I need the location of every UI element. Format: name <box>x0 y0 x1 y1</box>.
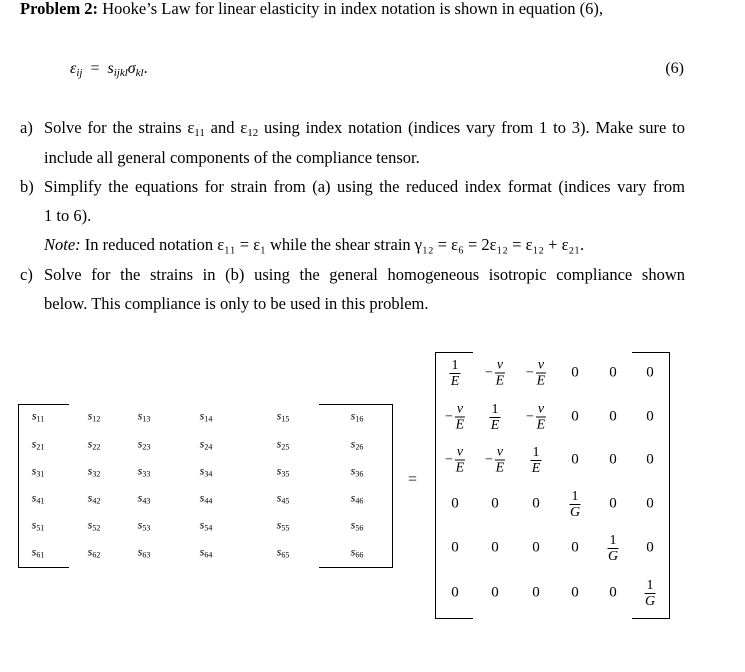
matrix-cell: $s_{53}$ <box>137 517 151 533</box>
compliance-zero: 0 <box>609 364 617 381</box>
matrix-cell: $s_{64}$ <box>199 544 213 560</box>
compliance-one-over-g: $\frac{1}{G}$ <box>569 489 581 520</box>
matrix-cell: $s_{36}$ <box>350 463 364 479</box>
matrix-cell: $s_{33}$ <box>137 463 151 479</box>
compliance-left-bracket <box>435 352 473 619</box>
compliance-one-over-e: $\frac{1}{E}$ <box>490 402 500 433</box>
item-b-line1: Simplify the equations for strain from (a) using the reduced index format (indices vary from <box>44 177 685 196</box>
matrix-cell: $s_{65}$ <box>276 544 290 560</box>
note-label: Note: <box>44 235 81 254</box>
matrix-cell: $s_{44}$ <box>199 490 213 506</box>
compliance-zero: 0 <box>646 539 654 556</box>
matrix-cell: $s_{62}$ <box>87 544 101 560</box>
matrix-cell: $s_{22}$ <box>87 436 101 452</box>
item-b-line2: 1 to 6). <box>44 206 92 225</box>
s-matrix <box>18 404 393 568</box>
compliance-zero: 0 <box>571 539 579 556</box>
compliance-one-over-g: $\frac{1}{G}$ <box>644 578 656 609</box>
matrix-cell: $s_{42}$ <box>87 490 101 506</box>
matrix-cell: $s_{56}$ <box>350 517 364 533</box>
compliance-zero: 0 <box>646 451 654 468</box>
matrix-cell: $s_{41}$ <box>31 490 45 506</box>
matrix-cell: $s_{13}$ <box>137 408 151 424</box>
compliance-zero: 0 <box>491 584 499 601</box>
s-matrix-right-bracket <box>319 404 393 568</box>
matrix-cell: $s_{43}$ <box>137 490 151 506</box>
equation-6: $\varepsilon_{ij} = s_{ijkl}\sigma_{kl}$. <box>70 60 148 79</box>
equation-number: (6) <box>665 60 684 77</box>
item-a-label: a) <box>20 118 33 137</box>
matrix-cell: $s_{63}$ <box>137 544 151 560</box>
matrix-cell: $s_{35}$ <box>276 463 290 479</box>
compliance-zero: 0 <box>571 584 579 601</box>
compliance-zero: 0 <box>532 584 540 601</box>
matrix-cell: $s_{45}$ <box>276 490 290 506</box>
matrix-cell: $s_{32}$ <box>87 463 101 479</box>
matrix-cell: $s_{23}$ <box>137 436 151 452</box>
item-a-line2: include all general components of the compliance tensor. <box>44 148 420 167</box>
compliance-zero: 0 <box>609 495 617 512</box>
item-c-line1: Solve for the strains in (b) using the general homogeneous isotropic compliance shown <box>44 265 685 284</box>
compliance-zero: 0 <box>646 408 654 425</box>
compliance-minus-nu-over-e: − $\frac{\nu}{E}$ <box>444 444 465 476</box>
compliance-zero: 0 <box>491 495 499 512</box>
note-text: In reduced notation ε₁₁ = ε₁ while the shear strain γ₁₂ = ε₆ = 2ε₁₂ = ε₁₂ + ε₂₁. <box>80 235 585 254</box>
matrix-cell: $s_{16}$ <box>350 408 364 424</box>
matrix-cell: $s_{46}$ <box>350 490 364 506</box>
compliance-zero: 0 <box>609 451 617 468</box>
equals-sign: = <box>408 471 418 488</box>
compliance-zero: 0 <box>532 539 540 556</box>
compliance-zero: 0 <box>451 584 459 601</box>
compliance-zero: 0 <box>532 495 540 512</box>
matrix-cell: $s_{15}$ <box>276 408 290 424</box>
matrix-cell: $s_{52}$ <box>87 517 101 533</box>
item-b-label: b) <box>20 177 34 196</box>
compliance-zero: 0 <box>609 408 617 425</box>
compliance-zero: 0 <box>571 408 579 425</box>
compliance-zero: 0 <box>491 539 499 556</box>
compliance-zero: 0 <box>609 584 617 601</box>
compliance-minus-nu-over-e: − $\frac{\nu}{E}$ <box>525 401 546 433</box>
compliance-one-over-e: $\frac{1}{E}$ <box>450 358 460 389</box>
matrix-cell: $s_{21}$ <box>31 436 45 452</box>
matrix-cell: $s_{51}$ <box>31 517 45 533</box>
compliance-one-over-e: $\frac{1}{E}$ <box>531 445 541 476</box>
compliance-zero: 0 <box>646 495 654 512</box>
matrix-cell: $s_{12}$ <box>87 408 101 424</box>
matrix-cell: $s_{31}$ <box>31 463 45 479</box>
compliance-one-over-g: $\frac{1}{G}$ <box>607 533 619 564</box>
compliance-minus-nu-over-e: − $\frac{\nu}{E}$ <box>484 444 505 476</box>
problem-label: Problem 2: <box>20 0 99 18</box>
matrix-cell: $s_{24}$ <box>199 436 213 452</box>
matrix-cell: $s_{61}$ <box>31 544 45 560</box>
compliance-minus-nu-over-e: − $\frac{\nu}{E}$ <box>444 401 465 433</box>
compliance-zero: 0 <box>571 451 579 468</box>
matrix-cell: $s_{25}$ <box>276 436 290 452</box>
compliance-zero: 0 <box>451 495 459 512</box>
matrix-cell: $s_{14}$ <box>199 408 213 424</box>
compliance-matrix <box>435 352 670 619</box>
matrix-cell: $s_{11}$ <box>31 408 45 424</box>
matrix-cell: $s_{55}$ <box>276 517 290 533</box>
item-c-line2: below. This compliance is only to be used in this problem. <box>44 294 429 313</box>
compliance-zero: 0 <box>646 364 654 381</box>
item-c-label: c) <box>20 265 33 284</box>
problem-text: Hooke’s Law for linear elasticity in index notation is shown in equation (6), <box>102 0 604 18</box>
s-matrix-left-bracket <box>18 404 69 568</box>
compliance-zero: 0 <box>451 539 459 556</box>
matrix-cell: $s_{34}$ <box>199 463 213 479</box>
matrix-cell: $s_{26}$ <box>350 436 364 452</box>
matrix-cell: $s_{66}$ <box>350 544 364 560</box>
item-a-line1: Solve for the strains $\varepsilon_{11}$ and $\varepsilon_{12}$ using index notation (indices vary from 1 to 3). Make sure to <box>44 118 685 139</box>
compliance-minus-nu-over-e: − $\frac{\nu}{E}$ <box>525 357 546 389</box>
problem-statement <box>20 0 603 19</box>
matrix-cell: $s_{54}$ <box>199 517 213 533</box>
item-b-note <box>44 235 584 255</box>
compliance-minus-nu-over-e: − $\frac{\nu}{E}$ <box>484 357 505 389</box>
compliance-zero: 0 <box>571 364 579 381</box>
